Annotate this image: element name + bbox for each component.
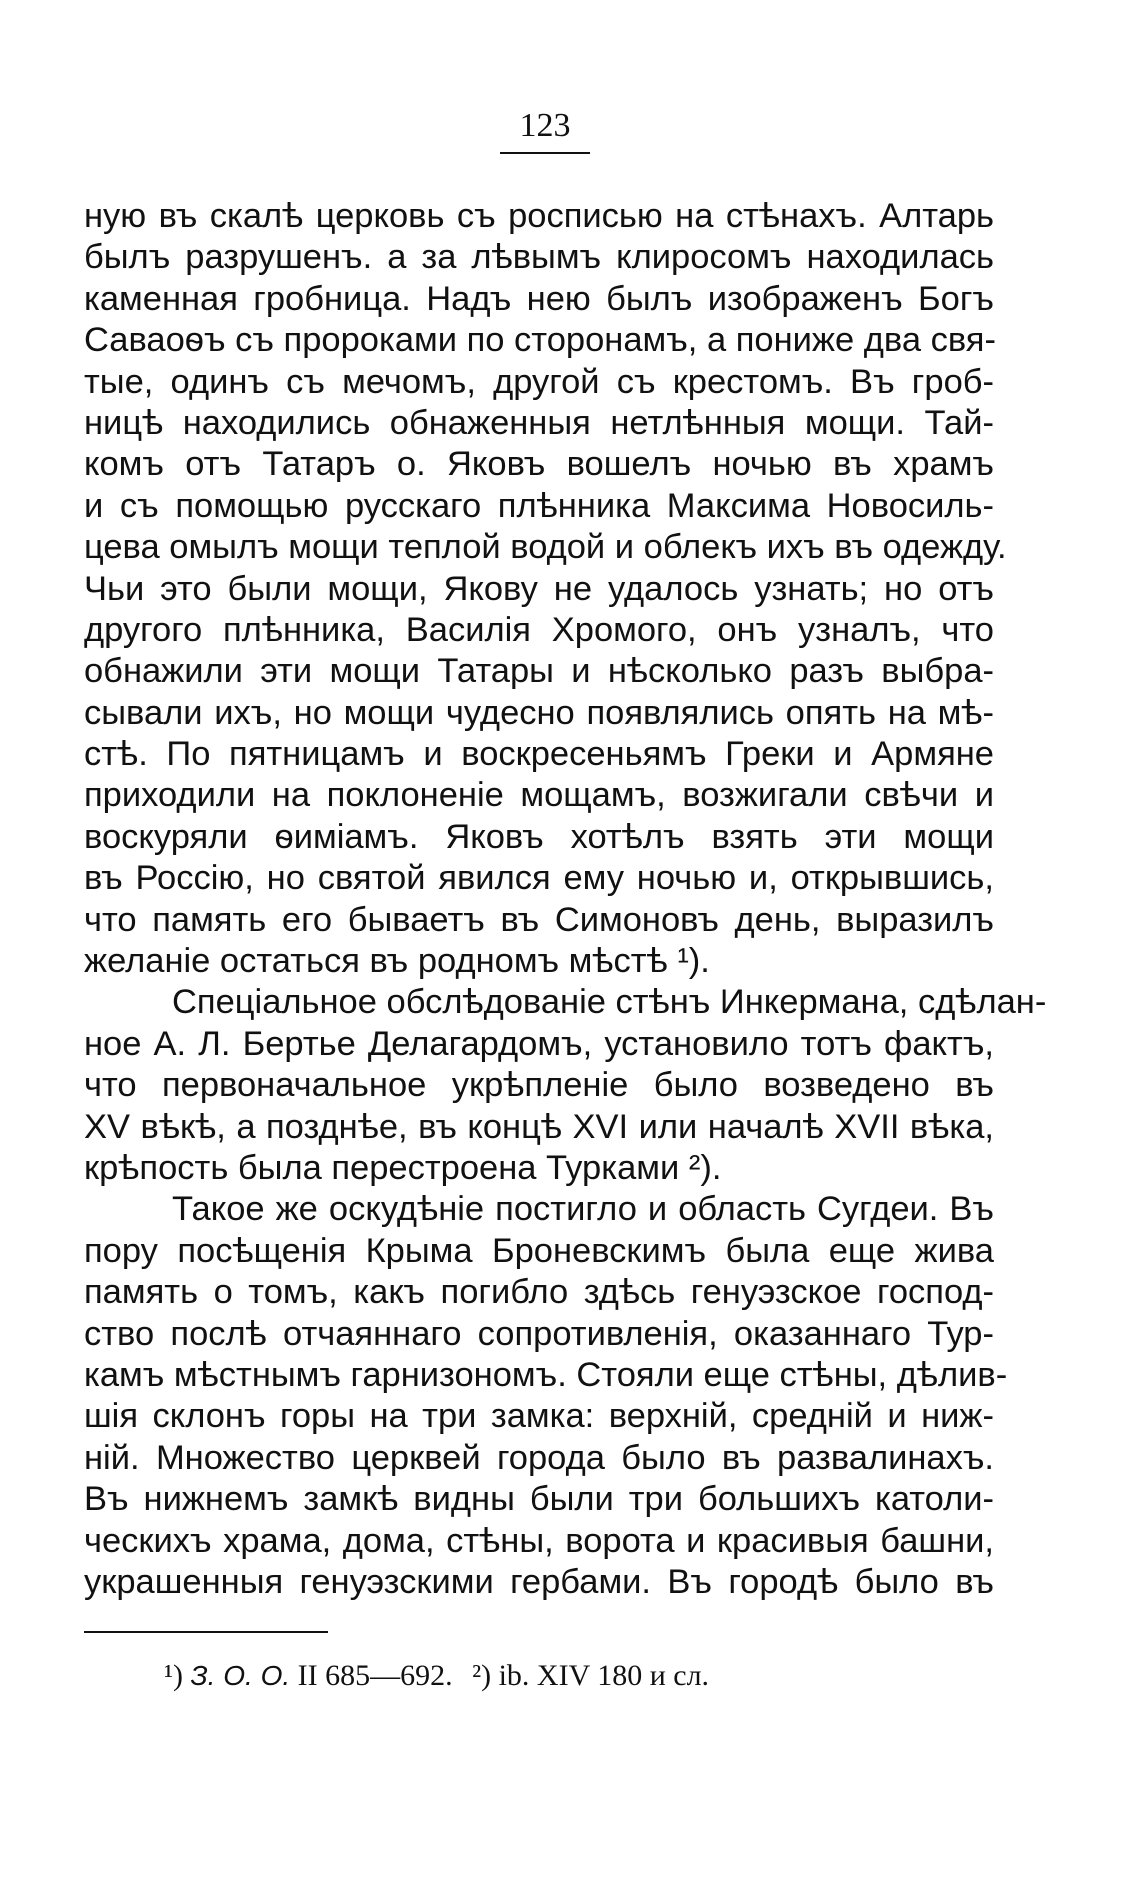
text-line: Саваоѳъ съ пророками по сторонамъ, а пониже два свя- [84, 321, 996, 360]
footnote-reference-2: ib. XIV 180 и сл. [498, 1659, 710, 1692]
text-line: ній. Множество церквей города было въ развалинахъ. [84, 1438, 994, 1477]
text-line: ство послѣ отчаяннаго сопротивленія, оказаннаго Тур- [84, 1314, 994, 1353]
text-line: камъ мѣстнымъ гарнизономъ. Стояли еще стѣны, дѣлив- [84, 1355, 1008, 1394]
text-line: комъ отъ Татаръ о. Яковъ вошелъ ночью въ храмъ [84, 445, 994, 484]
text-line: цева омылъ мощи теплой водой и облекъ ихъ въ одежду. [84, 528, 1007, 567]
text-line: въ Россію, но святой явился ему ночью и, открывшись, [84, 859, 994, 898]
text-line: Въ нижнемъ замкѣ видны были три большихъ католи- [84, 1480, 994, 1519]
text-line-paragraph-start: Спеціальное обслѣдованіе стѣнъ Инкермана, сдѣлан- [172, 983, 1047, 1022]
text-line: ную въ скалѣ церковь съ росписью на стѣнахъ. Алтарь [84, 197, 994, 235]
text-line: шія склонъ горы на три замка: верхній, средній и ниж- [84, 1397, 994, 1436]
text-line-paragraph-start: Такое же оскудѣніе постигло и область Сугдеи. Въ [172, 1190, 994, 1229]
text-line: ницѣ находились обнаженныя нетлѣнныя мощи. Тай- [84, 403, 994, 442]
text-line: и съ помощью русскаго плѣнника Максима Новосиль- [84, 486, 994, 525]
footnote-mark-2: ²) [472, 1659, 492, 1692]
text-line: былъ разрушенъ. а за лѣвымъ клиросомъ находилась [84, 238, 994, 277]
page-number-underline [500, 152, 590, 154]
text-line: другого плѣнника, Василія Хромого, онъ узналъ, что [84, 610, 994, 649]
footnote-mark-1: ¹) [164, 1659, 183, 1692]
footnote-divider [84, 1631, 328, 1633]
text-line: пору посѣщенія Крыма Броневскимъ была еще жива [84, 1231, 994, 1270]
footnotes [164, 1656, 709, 1696]
text-line: память о томъ, какъ погибло здѣсь генуэзское господ- [84, 1273, 994, 1312]
text-line: что первоначальное укрѣпленіе было возведено въ [84, 1066, 994, 1105]
text-line: обнажили эти мощи Татары и нѣсколько разъ выбра- [84, 652, 994, 691]
text-line: Чьи это были мощи, Якову не удалось узнать; но отъ [84, 569, 994, 608]
text-line: ное А. Л. Бертье Делагардомъ, установило тотъ фактъ, [84, 1024, 994, 1063]
text-line: XV вѣкѣ, а позднѣе, въ концѣ XVI или началѣ XVII вѣка, [84, 1107, 994, 1146]
text-line-paragraph-end: желаніе остаться въ родномъ мѣстѣ ¹). [84, 942, 710, 981]
text-line: ческихъ храма, дома, стѣны, ворота и красивыя башни, [84, 1521, 994, 1560]
text-line: сывали ихъ, но мощи чудесно появлялись опять на мѣ- [84, 693, 994, 732]
text-line-paragraph-end: крѣпость была перестроена Турками ²). [84, 1148, 722, 1187]
text-line: стѣ. По пятницамъ и воскресеньямъ Греки и Армяне [84, 735, 994, 774]
footnote-source-abbreviation: З. О. О. [190, 1660, 291, 1691]
text-line: тые, одинъ съ мечомъ, другой съ крестомъ. Въ гроб- [84, 362, 994, 401]
text-line: приходили на поклоненіе мощамъ, возжигали свѣчи и [84, 776, 994, 815]
text-line: что память его бываетъ въ Симоновъ день, выразилъ [84, 900, 994, 939]
page-number: 123 [519, 107, 571, 144]
body-text [84, 196, 1047, 1603]
text-line: украшенныя генуэзскими гербами. Въ городѣ было въ [84, 1562, 994, 1601]
text-line: воскуряли ѳиміамъ. Яковъ хотѣлъ взять эти мощи [84, 817, 994, 856]
footnote-reference-1: II 685—692. [297, 1659, 453, 1692]
text-line: каменная гробница. Надъ нею былъ изображенъ Богъ [84, 279, 994, 318]
